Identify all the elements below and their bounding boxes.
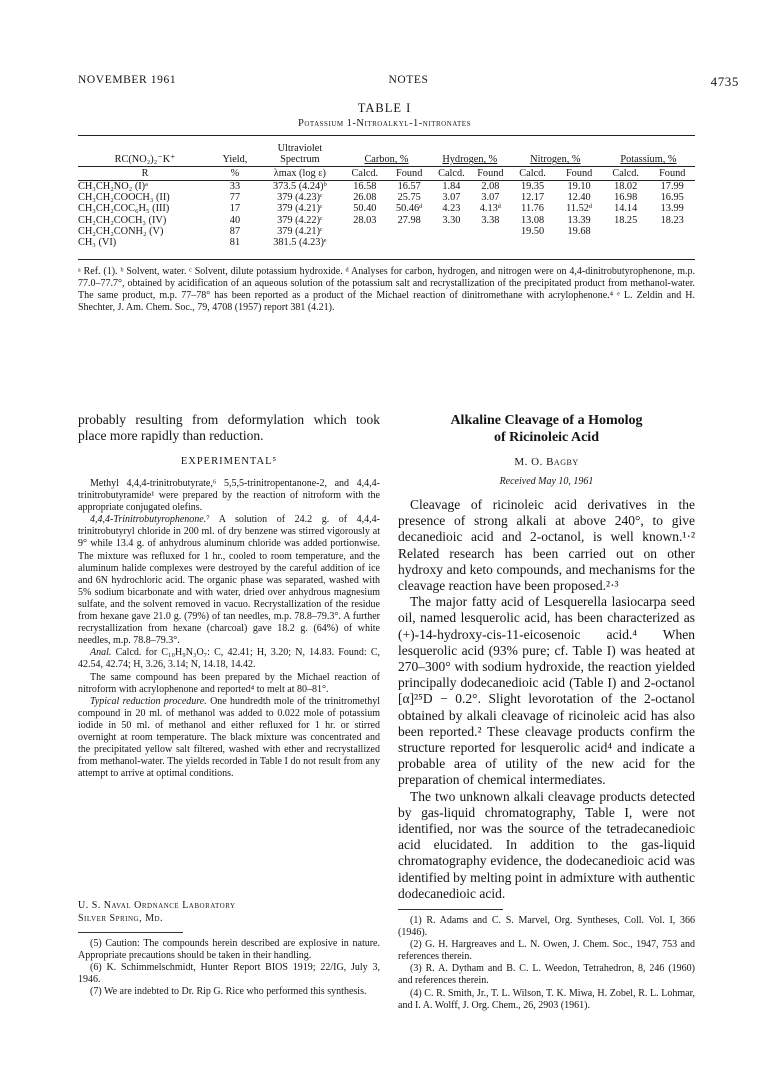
table-cell: [431, 226, 472, 237]
affiliation-line-2: Silver Spring, Md.: [78, 913, 164, 924]
left-body: [78, 478, 380, 780]
col-header-yield: [212, 143, 257, 154]
table-cell: 26.08: [353, 192, 377, 204]
table-cell: 3.07: [442, 192, 461, 204]
table-cell: 4.13ᵈ: [479, 203, 501, 215]
col-header-yield-unit: %: [212, 166, 257, 180]
article-title: [398, 412, 695, 446]
left-paragraph-3: Anal. Calcd. for C₁₀H₉N₃O₇: C, 42.41; H, 3.20; N, 14.83. Found: C, 42.54, 42.74; H, 3.26, 3.14; N, 14.18, 14.42.: [78, 647, 380, 671]
table-cell: 11.52ᵈ: [566, 203, 593, 215]
table-cell: 18.25: [614, 214, 638, 226]
table-cell: CH₂CH₂CONH₂ (V): [78, 226, 164, 238]
table-cell: 17: [229, 203, 241, 215]
table-cell: 1.84: [442, 180, 461, 192]
table-cell: 14.14: [614, 203, 638, 215]
table-cell: 40: [229, 214, 241, 226]
table-cell: CH₂CH₂COCH₃ (IV): [78, 214, 167, 226]
col-header-r: R: [78, 166, 212, 180]
table-cell: 3.38: [481, 214, 500, 226]
table-cell: 381.5 (4.23)ᵉ: [273, 237, 327, 249]
table-footnote: ᵃ Ref. (1). ᵇ Solvent, water. ᶜ Solvent, dilute potassium hydroxide. ᵈ Analyses for carbon, hydrogen, and nitrogen were on 4,4-dinitrobutyrophenone, m.p. 77.0–77.7°, obtained by acidification of an aqueous solution of the potassium salt and recrystallization of the precipitated product from methanol-water. The same product, m.p. 77–78° has been reported as a product of the Michael reaction of dinitromethane with acrylophenone.⁴ ᵉ L. Zeldin and H. Shechter, J. Am. Chem. Soc., 79, 4708 (1957) report 381 (4.21).: [78, 266, 695, 313]
table-cell: 19.10: [567, 180, 591, 192]
footnote-5: (5) Caution: The compounds herein described are explosive in nature. Appropriate precautions should be taken in their handling.: [78, 938, 380, 962]
header-section: NOTES: [388, 74, 429, 86]
table-cell: 28.03: [353, 214, 377, 226]
right-footnotes: [398, 915, 695, 1012]
col-header-carbon: Carbon, %: [364, 154, 409, 166]
article-title-line-1: Alkaline Cleavage of a Homolog: [450, 413, 643, 428]
table-cell: 2.08: [481, 180, 500, 192]
right-paragraph-1: Cleavage of ricinoleic acid derivatives in the presence of strong alkali at above 240°, to give decanedioic acid and 2-octanol, is well known.¹·² Related research has been carried out on other hydroxy and keto compounds, and mechanisms for the cleavage reaction have been proposed.²·³: [398, 497, 695, 594]
right-paragraph-2: The major fatty acid of Lesquerella lasiocarpa seed oil, named lesquerolic acid, has been characterized as (+)-14-hydroxy-cis-11-eicosenoic acid.⁴ When lesquerolic acid (93% pure; cf. Table I) was heated at 270–300° with sodium hydroxide, the reaction yielded principally dodecanedioic acid (Table I) and 2-octanol [α]²⁵D − 0.2°. Slight levorotation of the 2-octanol obtained by alkali cleavage of ricinoleic acid has also been reported.² These cleavage products confirm the structure reported for lesquerolic acid⁴ and indicate a probable area of utility of the new acid for the preparation of chemical intermediates.: [398, 594, 695, 788]
table-row: [78, 192, 695, 203]
col-header-k-calcd: Calcd.: [602, 166, 650, 180]
left-footnotes: [78, 938, 380, 998]
table-body: [78, 180, 695, 248]
col-header-compound: [78, 143, 212, 154]
affiliation-line-1: U. S. Naval Ordnance Laboratory: [78, 900, 236, 911]
table-cell: 16.95: [660, 192, 684, 204]
article-author: M. O. Bagby: [514, 456, 579, 468]
footnote-1: (1) R. Adams and C. S. Marvel, Org. Syntheses, Coll. Vol. I, 366 (1946).: [398, 915, 695, 939]
table-cell: [388, 226, 431, 237]
left-paragraph-1: Methyl 4,4,4-trinitrobutyrate,⁶ 5,5,5-trinitropentanone-2, and 4,4,4-trinitrobutyramide¹ were prepared by the reaction of nitroform with the appropriate conjugated olefins.: [78, 478, 380, 514]
col-header-nitrogen: Nitrogen, %: [530, 154, 581, 166]
table-cell: 379 (4.21)ᶜ: [277, 226, 323, 238]
table-cell: 16.98: [614, 192, 638, 204]
table-cell: 373.5 (4.24)ᵇ: [272, 180, 327, 192]
table-cell: 25.75: [397, 192, 421, 204]
table-cell: [388, 237, 431, 248]
col-header-potassium: Potassium, %: [620, 154, 677, 166]
footnote-6: (6) K. Schimmelschmidt, Hunter Report BIOS 1919; 22/IG, July 3, 1946.: [78, 962, 380, 986]
table-cell: [509, 237, 557, 248]
table-cell: 27.98: [397, 214, 421, 226]
table-cell: 17.99: [660, 180, 684, 192]
col-header-formula: RC(NO₂)₂⁻K⁺: [114, 154, 176, 166]
table-cell: 16.58: [353, 180, 377, 192]
table-row: [78, 203, 695, 214]
page-number: 4735: [710, 74, 739, 89]
col-header-uv-mid: Spectrum: [280, 154, 320, 166]
table-cell: 19.68: [567, 226, 591, 238]
table-cell: 4.23: [442, 203, 461, 215]
table-subtitle: Potassium 1-Nitroalkyl-1-nitronates: [298, 118, 471, 129]
table-cell: [431, 237, 472, 248]
table-cell: 16.57: [397, 180, 421, 192]
table-cell: 18.23: [660, 214, 684, 226]
table-cell: 77: [229, 192, 241, 204]
table-cell: [556, 237, 601, 248]
col-header-c-found: Found: [388, 166, 431, 180]
col-header-yield-label: Yield,: [222, 154, 248, 166]
table-row: [78, 180, 695, 192]
table-cell: 19.35: [520, 180, 545, 192]
table-cell: 33: [229, 180, 241, 192]
table-cell: 379 (4.23)ᶜ: [277, 192, 323, 204]
table-top-rule: [78, 135, 695, 136]
table-cell: [649, 226, 695, 237]
col-header-lambda: λmax (log ε): [258, 166, 342, 180]
col-header-c-calcd: Calcd.: [342, 166, 387, 180]
col-header-k-found: Found: [649, 166, 695, 180]
footnote-7: (7) We are indebted to Dr. Rip G. Rice who performed this synthesis.: [90, 986, 367, 998]
table-cell: 13.39: [567, 214, 591, 226]
table-cell: 11.76: [521, 203, 544, 215]
data-table: [78, 143, 695, 249]
table-row: [78, 226, 695, 237]
table-cell: 18.02: [614, 180, 638, 192]
footnote-2: (2) G. H. Hargreaves and L. N. Owen, J. Chem. Soc., 1947, 753 and references therein.: [398, 939, 695, 963]
experimental-heading: EXPERIMENTAL⁵: [180, 456, 278, 467]
table-cell: CH₃CH₂NO₂ (I)ᵃ: [78, 180, 148, 192]
table-cell: [602, 226, 650, 237]
footnote-4: (4) C. R. Smith, Jr., T. L. Wilson, T. K. Miwa, H. Zobel, R. L. Lohmar, and I. A. Wolff, J. Org. Chem., 26, 2903 (1961).: [398, 987, 695, 1011]
table-cell: 81: [229, 237, 241, 249]
table-cell: 379 (4.21)ᶜ: [277, 203, 323, 215]
right-footnote-rule: [398, 909, 503, 910]
table-cell: 50.46ᵈ: [396, 203, 423, 215]
table-bottom-rule: [78, 259, 695, 260]
right-paragraph-3: The two unknown alkali cleavage products detected by gas-liquid chromatography, Table I, were not identified, nor was the source of the tetradecanedioic acid elucidated. In addition to the gas-liquid chromatography evidence, the dodecanedioic acid was identified by melting point in admixture with authentic dodecanedioic acid.: [398, 788, 695, 901]
table-cell: [342, 226, 387, 237]
table-cell: 3.30: [442, 214, 461, 226]
table-cell: [472, 226, 509, 237]
left-paragraph-2: 4,4,4-Trinitrobutyrophenone.⁷ A solution of 24.2 g. of 4,4,4-trinitrobutyryl chloride in 200 ml. of dry benzene was stirred vigorously at 9° while 13.4 g. of anhydrous aluminum chloride was added portionwise. The mixture was refluxed for 1 hr., cooled to room temperature, and the aluminum halide complexes were destroyed by the careful addition of ice and 6N hydrochloric acid. The organic phase was separated, washed with 5% sodium bicarbonate and with water, dried over anhydrous magnesium sulfate, and the solvent removed in vacuo. Recrystallization of the residue from hexane gave 21.0 g. (79%) of tan needles, m.p. 78.8–79.3°. A further recrystallization from hexane (charcoal) gave 18.2 g. (64%) of white needles, m.p. 78.8–79.3°.: [78, 514, 380, 647]
left-paragraph-4: The same compound has been prepared by the Michael reaction of nitroform with acrylophenone and reported⁴ to melt at 80–81°.: [78, 671, 380, 695]
table-title: TABLE I: [357, 101, 412, 115]
left-intro: probably resulting from deformylation which took place more rapidly than reduction.: [78, 412, 380, 444]
table-cell: [602, 237, 650, 248]
col-header-n-found: Found: [556, 166, 601, 180]
left-paragraph-5: Typical reduction procedure. One hundredth mole of the trinitromethyl compound in 20 ml. of methanol was added to 0.022 mole of potassium iodide in 50 ml. of methanol and either refluxed for 1 hr. or stirred overnight at room temperature. The black mixture was concentrated and the precipitated yellow salt filtered, washed with ether and recrystallized from methanol-water. The yields recorded in Table I do not result from any attempt to arrive at optimal conditions.: [78, 695, 380, 780]
left-footnote-rule: [78, 932, 183, 933]
article-title-line-2: of Ricinoleic Acid: [494, 430, 599, 445]
table-cell: CH₃CH₂COC₆H₅ (III): [78, 203, 170, 215]
col-header-hydrogen: Hydrogen, %: [442, 154, 498, 166]
right-body: [398, 497, 695, 902]
table-cell: 87: [229, 226, 241, 238]
table-row: [78, 237, 695, 248]
table-cell: 13.08: [520, 214, 545, 226]
table-cell: 50.40: [353, 203, 377, 215]
col-header-h-calcd: Calcd.: [431, 166, 472, 180]
table-cell: 3.07: [481, 192, 500, 204]
table-cell: [472, 237, 509, 248]
table-cell: CH₃CH₂COOCH₃ (II): [78, 192, 170, 204]
table-cell: [649, 237, 695, 248]
footnote-3: (3) R. A. Dytham and B. C. L. Weedon, Tetrahedron, 8, 246 (1960) and references therein.: [398, 963, 695, 987]
table-cell: [342, 237, 387, 248]
header-date: NOVEMBER 1961: [78, 74, 177, 86]
article-received: Received May 10, 1961: [499, 476, 594, 487]
col-header-h-found: Found: [472, 166, 509, 180]
table-cell: 379 (4.22)ᶜ: [277, 214, 323, 226]
table-cell: 19.50: [520, 226, 545, 238]
col-header-uv-top: Ultraviolet: [277, 143, 323, 154]
col-header-n-calcd: Calcd.: [509, 166, 557, 180]
table-cell: 12.40: [567, 192, 591, 204]
table-cell: CH₃ (VI): [78, 237, 117, 249]
table-cell: 12.17: [520, 192, 545, 204]
table-row: [78, 215, 695, 226]
table-cell: 13.99: [660, 203, 684, 215]
